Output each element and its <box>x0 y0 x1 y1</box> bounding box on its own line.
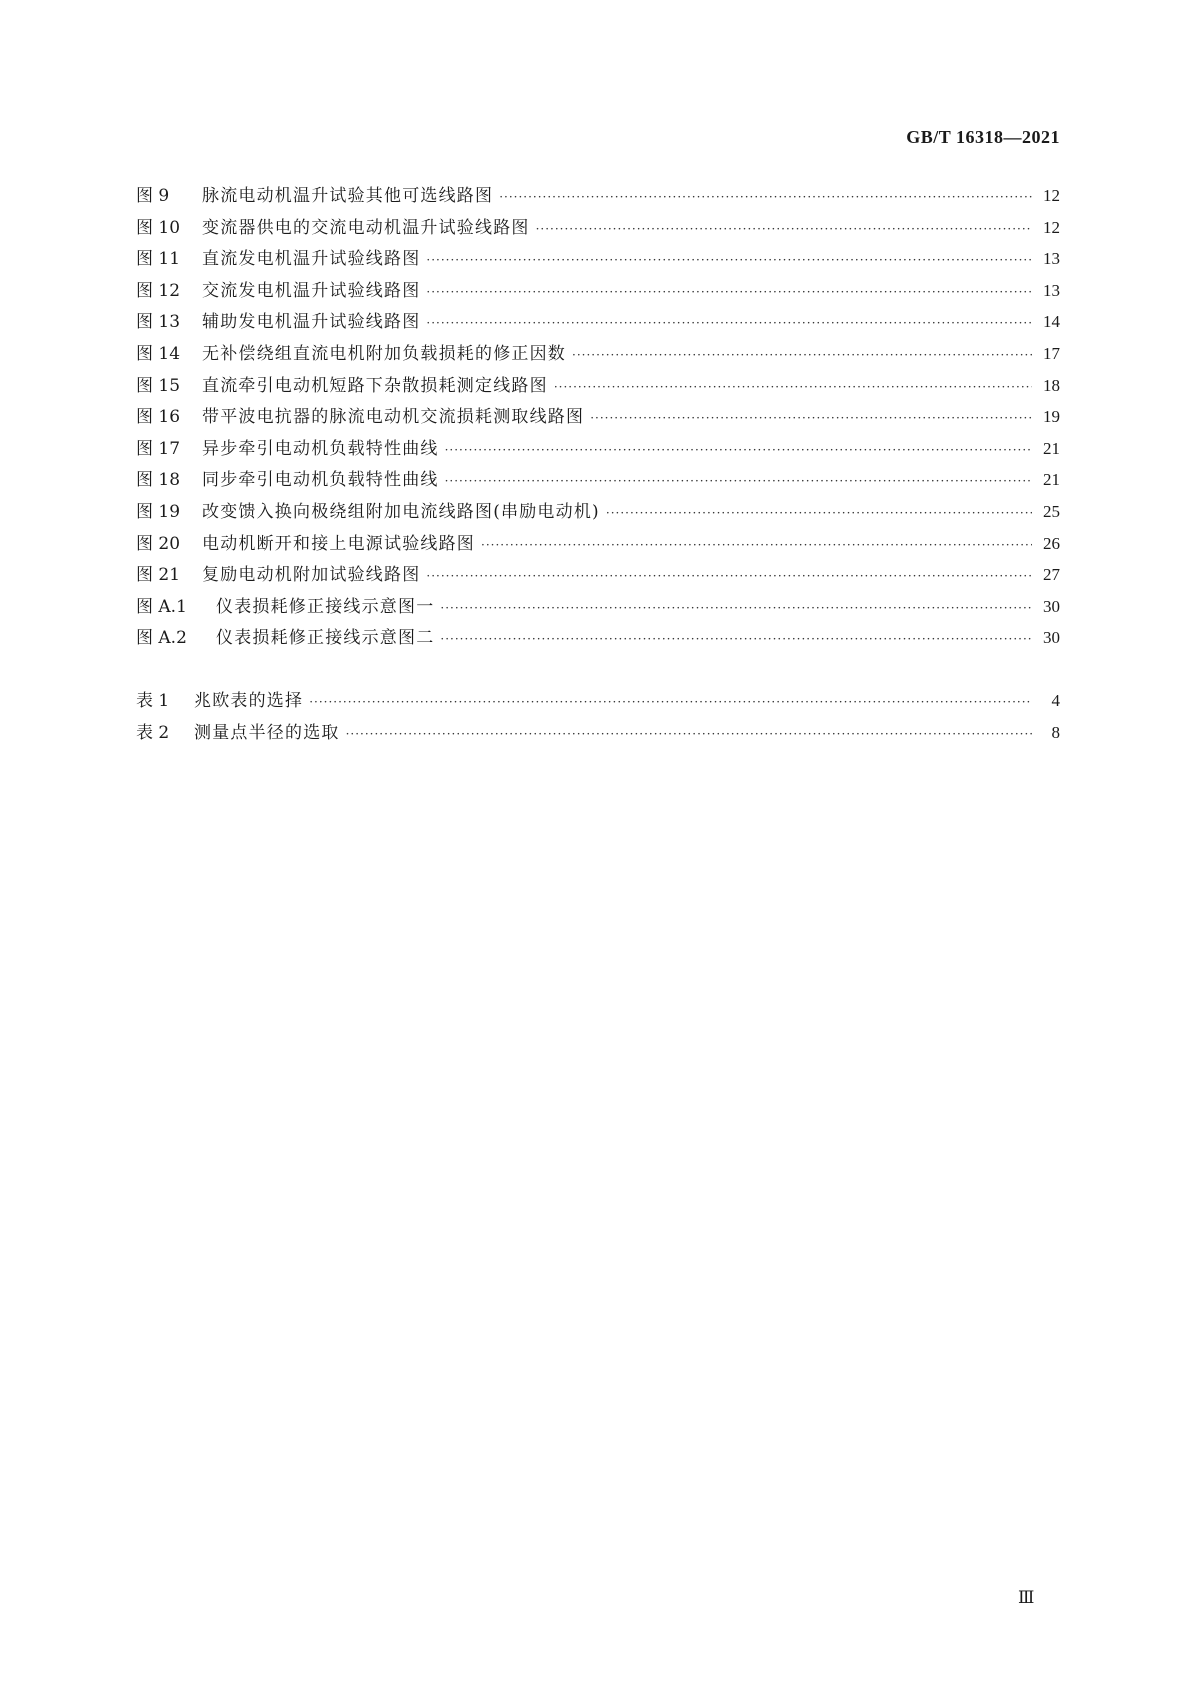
toc-entry-figure-a2[interactable] <box>136 622 1060 654</box>
toc-entry-label: 图 16 <box>136 407 181 428</box>
toc-entry-title: 仪表损耗修正接线示意图一 <box>216 596 435 617</box>
toc-entry-label: 图 9 <box>136 186 170 206</box>
toc-entry-label: 图 13 <box>136 312 181 333</box>
toc-entry-figure-17[interactable] <box>136 433 1060 465</box>
toc-entry-label: 图 19 <box>136 501 181 522</box>
toc-entry-label: 图 20 <box>136 533 181 554</box>
toc-entry-figure-20[interactable] <box>136 528 1060 560</box>
toc-entry-label: 图 12 <box>136 280 181 301</box>
toc-entry-title: 兆欧表的选择 <box>194 691 304 711</box>
toc-entry-title: 直流牵引电动机短路下杂散损耗测定线路图 <box>202 375 548 396</box>
toc-entry-page: 4 <box>1051 691 1060 710</box>
toc-entry-label: 图 14 <box>136 343 181 364</box>
toc-entry-title: 变流器供电的交流电动机温升试验线路图 <box>202 217 530 238</box>
toc-entry-page: 21 <box>1043 470 1060 490</box>
dot-leader <box>554 372 1032 402</box>
toc-entry-label: 表 2 <box>136 722 170 743</box>
toc-entry-page: 19 <box>1043 407 1060 427</box>
toc-entry-label: 图 21 <box>136 565 181 586</box>
toc-entry-page: 13 <box>1043 249 1060 269</box>
toc-entry-figure-12[interactable] <box>136 275 1060 307</box>
dot-leader <box>499 182 1032 212</box>
dot-leader <box>309 687 1032 717</box>
toc-entry-page: 8 <box>1051 722 1060 742</box>
list-of-figures <box>136 180 1060 654</box>
toc-entry-page: 26 <box>1043 533 1060 553</box>
toc-entry-page: 21 <box>1043 438 1060 458</box>
toc-entry-title: 仪表损耗修正接线示意图二 <box>216 628 435 649</box>
toc-entry-title: 辅助发电机温升试验线路图 <box>202 312 421 333</box>
toc-entry-title: 复励电动机附加试验线路图 <box>202 565 421 586</box>
toc-entry-page: 18 <box>1043 375 1060 395</box>
toc-entry-page: 17 <box>1043 343 1060 363</box>
dot-leader <box>426 245 1032 275</box>
toc-entry-figure-18[interactable] <box>136 464 1060 496</box>
toc-entry-title: 带平波电抗器的脉流电动机交流损耗测取线路图 <box>202 407 585 428</box>
dot-leader <box>445 435 1032 465</box>
toc-entry-label: 图 A.1 <box>136 596 187 617</box>
dot-leader <box>590 403 1032 433</box>
toc-entry-title: 测量点半径的选取 <box>194 722 340 743</box>
toc-entry-title: 脉流电动机温升试验其他可选线路图 <box>202 186 494 206</box>
dot-leader <box>481 530 1032 560</box>
toc-entry-page: 27 <box>1043 565 1060 585</box>
dot-leader <box>426 308 1032 338</box>
page-number: Ⅲ <box>1018 1588 1035 1607</box>
toc-entry-page: 12 <box>1043 186 1060 205</box>
toc-entry-page: 14 <box>1043 312 1060 332</box>
toc-entry-figure-11[interactable] <box>136 243 1060 275</box>
toc-entry-figure-16[interactable] <box>136 401 1060 433</box>
toc-entry-label: 图 A.2 <box>136 628 187 649</box>
toc-entry-title: 电动机断开和接上电源试验线路图 <box>202 533 475 554</box>
dot-leader <box>346 719 1032 749</box>
toc-entry-figure-a1[interactable] <box>136 591 1060 623</box>
toc-entry-figure-21[interactable] <box>136 559 1060 591</box>
toc-entry-title: 无补偿绕组直流电机附加负载损耗的修正因数 <box>202 343 566 364</box>
standard-number: GB/T 16318—2021 <box>906 127 1060 147</box>
toc-entry-page: 12 <box>1043 217 1060 237</box>
toc-entry-title: 直流发电机温升试验线路图 <box>202 249 421 270</box>
dot-leader <box>536 214 1032 244</box>
toc-entry-label: 图 10 <box>136 217 181 238</box>
toc-entry-title: 同步牵引电动机负载特性曲线 <box>202 470 439 491</box>
toc-entry-figure-10[interactable] <box>136 212 1060 244</box>
toc-entry-label: 图 11 <box>136 249 181 270</box>
dot-leader <box>445 466 1032 496</box>
dot-leader <box>440 624 1032 654</box>
toc-entry-figure-15[interactable] <box>136 370 1060 402</box>
toc-entry-figure-14[interactable] <box>136 338 1060 370</box>
toc-entry-title: 改变馈入换向极绕组附加电流线路图(串励电动机) <box>202 501 600 522</box>
dot-leader <box>606 498 1032 528</box>
toc-entry-title: 交流发电机温升试验线路图 <box>202 280 421 301</box>
dot-leader <box>440 593 1032 623</box>
toc-entry-label: 图 17 <box>136 438 181 459</box>
dot-leader <box>426 277 1032 307</box>
toc-entry-label: 表 1 <box>136 691 170 711</box>
toc-entry-page: 25 <box>1043 501 1060 521</box>
toc-entry-page: 30 <box>1043 596 1060 616</box>
dot-leader <box>426 561 1032 591</box>
toc-entry-figure-13[interactable] <box>136 306 1060 338</box>
toc-entry-table-1[interactable] <box>136 685 1060 717</box>
list-of-tables <box>136 685 1060 748</box>
toc-entry-page: 13 <box>1043 280 1060 300</box>
toc-entry-figure-9[interactable] <box>136 180 1060 212</box>
toc-entry-page: 30 <box>1043 628 1060 648</box>
toc-entry-label: 图 18 <box>136 470 181 491</box>
toc-entry-table-2[interactable] <box>136 717 1060 749</box>
toc-entry-title: 异步牵引电动机负载特性曲线 <box>202 438 439 459</box>
dot-leader <box>572 340 1032 370</box>
toc-entry-label: 图 15 <box>136 375 181 396</box>
toc-entry-figure-19[interactable] <box>136 496 1060 528</box>
